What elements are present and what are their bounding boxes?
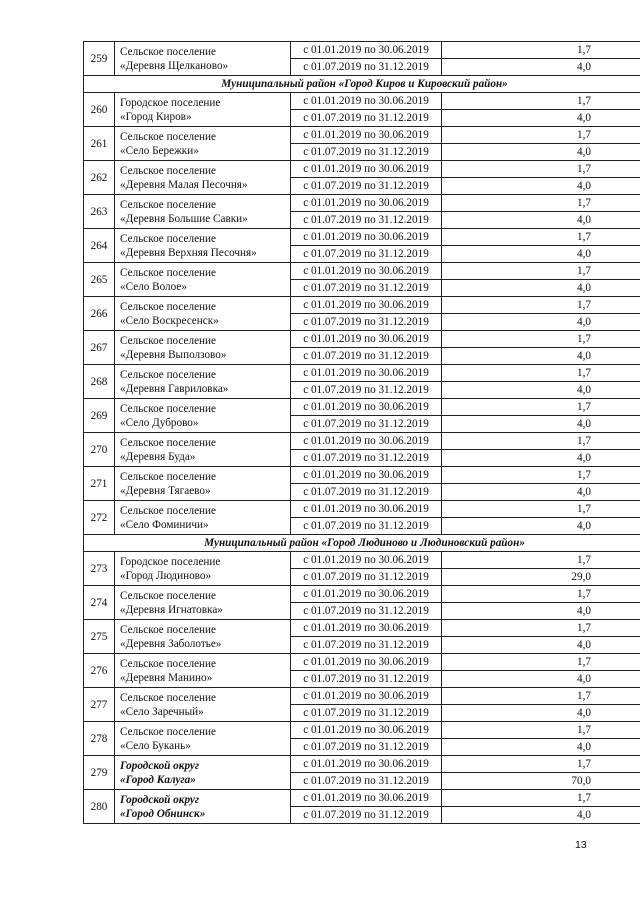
table-row <box>84 586 640 603</box>
period-cell: с 01.07.2019 по 31.12.2019 <box>291 518 442 535</box>
entity-title: «Деревня Тягаево» <box>120 484 211 497</box>
entity-type: Сельское поселение <box>120 725 216 738</box>
table-row <box>84 433 640 450</box>
period-cell: с 01.07.2019 по 31.12.2019 <box>291 59 442 76</box>
period-cell: с 01.01.2019 по 30.06.2019 <box>291 93 442 110</box>
entity-title: «Село Дуброво» <box>120 416 199 429</box>
period-cell: с 01.07.2019 по 31.12.2019 <box>291 382 442 399</box>
period-cell: с 01.01.2019 по 30.06.2019 <box>291 433 442 450</box>
entity-name <box>115 501 291 535</box>
entity-name <box>115 331 291 365</box>
entity-type: Сельское поселение <box>120 436 216 449</box>
period-cell: с 01.01.2019 по 30.06.2019 <box>291 552 442 569</box>
entity-name <box>115 467 291 501</box>
table-row <box>84 790 640 807</box>
value-cell: 1,7 <box>442 467 640 484</box>
table-row <box>84 263 640 280</box>
period-cell: с 01.01.2019 по 30.06.2019 <box>291 42 442 59</box>
section-header-row <box>84 535 640 552</box>
period-cell: с 01.01.2019 по 30.06.2019 <box>291 195 442 212</box>
section-header: Муниципальный район «Город Киров и Кировский район» <box>84 76 640 93</box>
entity-name <box>115 93 291 127</box>
row-number: 262 <box>84 161 115 195</box>
row-number: 280 <box>84 790 115 824</box>
entity-title: «Деревня Манино» <box>120 671 213 684</box>
row-number: 267 <box>84 331 115 365</box>
entity-type: Сельское поселение <box>120 300 216 313</box>
row-number: 273 <box>84 552 115 586</box>
entity-title: «Село Бережки» <box>120 144 199 157</box>
table-row <box>84 756 640 773</box>
row-number: 270 <box>84 433 115 467</box>
period-cell: с 01.01.2019 по 30.06.2019 <box>291 654 442 671</box>
period-cell: с 01.07.2019 по 31.12.2019 <box>291 246 442 263</box>
entity-title: «Город Обнинск» <box>120 807 206 820</box>
value-cell: 1,7 <box>442 433 640 450</box>
value-cell: 1,7 <box>442 263 640 280</box>
entity-name <box>115 790 291 824</box>
entity-type: Сельское поселение <box>120 402 216 415</box>
period-cell: с 01.01.2019 по 30.06.2019 <box>291 399 442 416</box>
period-cell: с 01.07.2019 по 31.12.2019 <box>291 807 442 824</box>
value-cell: 4,0 <box>442 246 640 263</box>
value-cell: 1,7 <box>442 127 640 144</box>
row-number: 272 <box>84 501 115 535</box>
entity-name <box>115 161 291 195</box>
period-cell: с 01.07.2019 по 31.12.2019 <box>291 450 442 467</box>
entity-type: Сельское поселение <box>120 691 216 704</box>
period-cell: с 01.07.2019 по 31.12.2019 <box>291 280 442 297</box>
period-cell: с 01.01.2019 по 30.06.2019 <box>291 331 442 348</box>
entity-type: Сельское поселение <box>120 45 216 58</box>
entity-name <box>115 552 291 586</box>
entity-title: «Город Людиново» <box>120 569 212 582</box>
period-cell: с 01.01.2019 по 30.06.2019 <box>291 263 442 280</box>
table-body <box>84 42 640 824</box>
row-number: 261 <box>84 127 115 161</box>
entity-type: Сельское поселение <box>120 266 216 279</box>
period-cell: с 01.01.2019 по 30.06.2019 <box>291 790 442 807</box>
entity-title: «Деревня Заболотье» <box>120 637 222 650</box>
value-cell: 1,7 <box>442 195 640 212</box>
entity-title: «Деревня Большие Савки» <box>120 212 248 225</box>
value-cell: 1,7 <box>442 586 640 603</box>
table-row <box>84 467 640 484</box>
row-number: 278 <box>84 722 115 756</box>
entity-name <box>115 620 291 654</box>
period-cell: с 01.01.2019 по 30.06.2019 <box>291 688 442 705</box>
value-cell: 1,7 <box>442 229 640 246</box>
row-number: 269 <box>84 399 115 433</box>
entity-name <box>115 688 291 722</box>
row-number: 265 <box>84 263 115 297</box>
value-cell: 1,7 <box>442 790 640 807</box>
entity-title: «Деревня Гавриловка» <box>120 382 229 395</box>
period-cell: с 01.01.2019 по 30.06.2019 <box>291 229 442 246</box>
table-row <box>84 552 640 569</box>
entity-title: «Деревня Буда» <box>120 450 196 463</box>
entity-title: «Деревня Малая Песочня» <box>120 178 248 191</box>
entity-type: Сельское поселение <box>120 334 216 347</box>
period-cell: с 01.01.2019 по 30.06.2019 <box>291 620 442 637</box>
entity-type: Сельское поселение <box>120 657 216 670</box>
row-number: 263 <box>84 195 115 229</box>
value-cell: 1,7 <box>442 756 640 773</box>
entity-type: Городское поселение <box>120 96 221 109</box>
entity-type: Сельское поселение <box>120 623 216 636</box>
entity-type: Сельское поселение <box>120 368 216 381</box>
period-cell: с 01.07.2019 по 31.12.2019 <box>291 569 442 586</box>
entity-name <box>115 722 291 756</box>
period-cell: с 01.01.2019 по 30.06.2019 <box>291 501 442 518</box>
table-row <box>84 127 640 144</box>
table-row <box>84 229 640 246</box>
entity-title: «Деревня Щелканово» <box>120 59 229 72</box>
entity-name <box>115 399 291 433</box>
period-cell: с 01.07.2019 по 31.12.2019 <box>291 705 442 722</box>
value-cell: 4,0 <box>442 314 640 331</box>
period-cell: с 01.07.2019 по 31.12.2019 <box>291 484 442 501</box>
value-cell: 4,0 <box>442 739 640 756</box>
table-row <box>84 722 640 739</box>
entity-title: «Село Фоминичи» <box>120 518 209 531</box>
period-cell: с 01.07.2019 по 31.12.2019 <box>291 348 442 365</box>
value-cell: 4,0 <box>442 603 640 620</box>
row-number: 275 <box>84 620 115 654</box>
entity-name <box>115 127 291 161</box>
value-cell: 4,0 <box>442 671 640 688</box>
table-row <box>84 399 640 416</box>
value-cell: 4,0 <box>442 212 640 229</box>
period-cell: с 01.07.2019 по 31.12.2019 <box>291 671 442 688</box>
entity-type: Городской округ <box>120 759 199 772</box>
value-cell: 1,7 <box>442 161 640 178</box>
entity-type: Сельское поселение <box>120 130 216 143</box>
value-cell: 1,7 <box>442 688 640 705</box>
entity-type: Сельское поселение <box>120 198 216 211</box>
value-cell: 4,0 <box>442 518 640 535</box>
value-cell: 4,0 <box>442 450 640 467</box>
entity-type: Сельское поселение <box>120 232 216 245</box>
value-cell: 1,7 <box>442 620 640 637</box>
period-cell: с 01.07.2019 по 31.12.2019 <box>291 314 442 331</box>
entity-title: «Село Волое» <box>120 280 187 293</box>
value-cell: 1,7 <box>442 42 640 59</box>
page-number: 13 <box>575 839 587 851</box>
entity-name <box>115 263 291 297</box>
entity-name <box>115 229 291 263</box>
value-cell: 1,7 <box>442 399 640 416</box>
entity-title: «Село Воскресенск» <box>120 314 219 327</box>
row-number: 279 <box>84 756 115 790</box>
value-cell: 1,7 <box>442 365 640 382</box>
entity-title: «Город Калуга» <box>120 773 196 786</box>
value-cell: 4,0 <box>442 110 640 127</box>
value-cell: 4,0 <box>442 382 640 399</box>
entity-type: Городское поселение <box>120 555 221 568</box>
value-cell: 4,0 <box>442 416 640 433</box>
entity-type: Сельское поселение <box>120 470 216 483</box>
entity-name <box>115 365 291 399</box>
entity-title: «Деревня Выползово» <box>120 348 227 361</box>
value-cell: 4,0 <box>442 484 640 501</box>
row-number: 268 <box>84 365 115 399</box>
value-cell: 4,0 <box>442 807 640 824</box>
value-cell: 1,7 <box>442 331 640 348</box>
value-cell: 4,0 <box>442 637 640 654</box>
entity-name <box>115 756 291 790</box>
period-cell: с 01.01.2019 по 30.06.2019 <box>291 297 442 314</box>
table-row <box>84 42 640 59</box>
table-row <box>84 331 640 348</box>
value-cell: 4,0 <box>442 705 640 722</box>
entity-title: «Деревня Игнатовка» <box>120 603 223 616</box>
period-cell: с 01.01.2019 по 30.06.2019 <box>291 127 442 144</box>
table-row <box>84 297 640 314</box>
period-cell: с 01.07.2019 по 31.12.2019 <box>291 603 442 620</box>
entity-name <box>115 42 291 76</box>
value-cell: 1,7 <box>442 501 640 518</box>
table-row <box>84 501 640 518</box>
value-cell: 70,0 <box>442 773 640 790</box>
table-row <box>84 620 640 637</box>
entity-title: «Село Букань» <box>120 739 191 752</box>
row-number: 277 <box>84 688 115 722</box>
row-number: 274 <box>84 586 115 620</box>
table-row <box>84 161 640 178</box>
value-cell: 1,7 <box>442 722 640 739</box>
period-cell: с 01.07.2019 по 31.12.2019 <box>291 773 442 790</box>
entity-name <box>115 586 291 620</box>
row-number: 271 <box>84 467 115 501</box>
period-cell: с 01.07.2019 по 31.12.2019 <box>291 416 442 433</box>
entity-title: «Деревня Верхняя Песочня» <box>120 246 257 259</box>
period-cell: с 01.07.2019 по 31.12.2019 <box>291 178 442 195</box>
row-number: 259 <box>84 42 115 76</box>
entity-name <box>115 433 291 467</box>
table-row <box>84 654 640 671</box>
row-number: 276 <box>84 654 115 688</box>
section-header-row <box>84 76 640 93</box>
period-cell: с 01.07.2019 по 31.12.2019 <box>291 637 442 654</box>
entity-type: Сельское поселение <box>120 589 216 602</box>
tariff-table <box>83 41 640 824</box>
period-cell: с 01.01.2019 по 30.06.2019 <box>291 467 442 484</box>
table-row <box>84 365 640 382</box>
period-cell: с 01.07.2019 по 31.12.2019 <box>291 739 442 756</box>
row-number: 266 <box>84 297 115 331</box>
entity-type: Сельское поселение <box>120 504 216 517</box>
value-cell: 1,7 <box>442 552 640 569</box>
table-row <box>84 688 640 705</box>
value-cell: 4,0 <box>442 178 640 195</box>
period-cell: с 01.01.2019 по 30.06.2019 <box>291 365 442 382</box>
entity-type: Городской округ <box>120 793 199 806</box>
period-cell: с 01.01.2019 по 30.06.2019 <box>291 161 442 178</box>
value-cell: 1,7 <box>442 297 640 314</box>
row-number: 264 <box>84 229 115 263</box>
entity-title: «Село Заречный» <box>120 705 204 718</box>
period-cell: с 01.01.2019 по 30.06.2019 <box>291 756 442 773</box>
section-header: Муниципальный район «Город Людиново и Людиновский район» <box>84 535 640 552</box>
entity-name <box>115 654 291 688</box>
period-cell: с 01.01.2019 по 30.06.2019 <box>291 722 442 739</box>
value-cell: 4,0 <box>442 144 640 161</box>
period-cell: с 01.07.2019 по 31.12.2019 <box>291 110 442 127</box>
period-cell: с 01.01.2019 по 30.06.2019 <box>291 586 442 603</box>
entity-name <box>115 195 291 229</box>
value-cell: 1,7 <box>442 93 640 110</box>
value-cell: 4,0 <box>442 348 640 365</box>
entity-name <box>115 297 291 331</box>
row-number: 260 <box>84 93 115 127</box>
period-cell: с 01.07.2019 по 31.12.2019 <box>291 144 442 161</box>
period-cell: с 01.07.2019 по 31.12.2019 <box>291 212 442 229</box>
table-row <box>84 195 640 212</box>
table-row <box>84 93 640 110</box>
value-cell: 4,0 <box>442 280 640 297</box>
value-cell: 1,7 <box>442 654 640 671</box>
entity-title: «Город Киров» <box>120 110 192 123</box>
value-cell: 29,0 <box>442 569 640 586</box>
value-cell: 4,0 <box>442 59 640 76</box>
entity-type: Сельское поселение <box>120 164 216 177</box>
